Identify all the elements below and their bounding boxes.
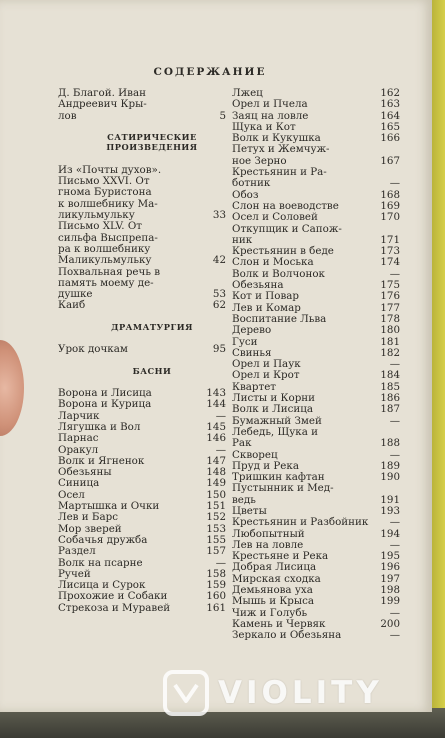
- toc-entry-page: 185: [380, 380, 400, 393]
- toc-entry-title: Крестьянин и Разбойник: [232, 516, 369, 529]
- toc-entry-page: 153: [206, 522, 226, 535]
- section-heading: БАСНИ: [132, 365, 172, 376]
- toc-entry-title: Откупщик и Сапож- ник: [232, 222, 342, 246]
- toc-entry-page: 196: [380, 561, 400, 574]
- toc-entry-page: 182: [380, 346, 400, 359]
- toc-entry-title: Волк и Ягненок: [58, 454, 145, 467]
- toc-entry-page: 62: [212, 299, 226, 312]
- toc-entry-page: 175: [380, 279, 400, 292]
- toc-entry-page: —: [389, 448, 400, 461]
- toc-entry-title: Стрекоза и Муравей: [58, 601, 171, 614]
- toc-entry-title: Ларчик: [58, 409, 100, 422]
- toc-entry-page: —: [389, 606, 400, 619]
- toc-entry: [58, 512, 226, 523]
- toc-entry-page: 177: [380, 301, 400, 314]
- toc-entry-page: 195: [380, 550, 400, 563]
- toc-entry-page: 160: [206, 590, 226, 603]
- toc-entry-title: Волк и Волчонок: [232, 267, 325, 280]
- toc-entry-title: Крестьяне и Река: [232, 550, 329, 563]
- toc-entry: [58, 344, 226, 355]
- toc-entry-page: 178: [380, 312, 400, 325]
- toc-entry-page: —: [215, 409, 226, 422]
- toc-entry-page: 171: [380, 233, 400, 246]
- toc-entry: [58, 546, 226, 557]
- toc-entry-title: Дерево: [232, 324, 272, 337]
- toc-entry-page: 42: [212, 254, 226, 267]
- section-heading: ДРАМАТУРГИЯ: [111, 321, 193, 332]
- watermark-text: VIOLITY: [218, 675, 383, 711]
- toc-entry-page: 181: [380, 335, 400, 348]
- toc-entry-page: 189: [380, 459, 400, 472]
- toc-entry-page: 149: [206, 477, 226, 490]
- toc-entry-title: Орел и Пчела: [232, 98, 308, 111]
- toc-entry-title: Чиж и Голубь: [232, 606, 308, 619]
- toc-entry-page: —: [389, 358, 400, 371]
- toc-entry: [58, 603, 226, 614]
- toc-entry-title: Синица: [58, 477, 100, 490]
- toc-entry-page: 143: [206, 387, 226, 400]
- toc-entry: [232, 427, 400, 450]
- toc-entry-page: 197: [380, 572, 400, 585]
- toc-entry-title: Петух и Жемчуж- ное Зерно: [232, 143, 330, 167]
- toc-entry-title: Демьянова уха: [232, 584, 313, 597]
- toc-entry-page: 162: [380, 87, 400, 99]
- toc-entry-page: 145: [206, 420, 226, 433]
- toc-entry-page: 188: [380, 437, 400, 450]
- toc-entry-title: Прохожие и Собаки: [58, 590, 168, 603]
- toc-entry-title: Волк на псарне: [58, 556, 143, 569]
- toc-entry-title: Кот и Повар: [232, 290, 299, 303]
- toc-entry-page: 176: [380, 290, 400, 303]
- toc-entry: [58, 591, 226, 602]
- toc-entry-title: Раздел: [58, 545, 96, 558]
- toc-entry: [232, 325, 400, 336]
- toc-entry-title: Лебедь, Щука и Рак: [232, 425, 318, 450]
- toc-entry-title: Лев и Барс: [58, 511, 118, 524]
- toc-entry-title: Слон на воеводстве: [232, 199, 339, 212]
- toc-entry: [232, 212, 400, 223]
- toc-entry-title: Мартышка и Очки: [58, 500, 160, 513]
- toc-entry-title: Орел и Крот: [232, 369, 300, 382]
- toc-entry-title: Лжец: [232, 87, 263, 99]
- toc-entry-page: 187: [380, 403, 400, 416]
- toc-entry-title: Квартет: [232, 380, 276, 393]
- toc-entry-page: 199: [380, 595, 400, 608]
- toc-entry-title: Свинья: [232, 346, 272, 359]
- toc-entry-page: 53: [212, 288, 226, 301]
- toc-entry-page: 148: [206, 466, 226, 479]
- toc-entry-page: 163: [380, 98, 400, 111]
- background-cover-edge: [431, 0, 445, 738]
- toc-entry-title: Любопытный: [232, 527, 305, 540]
- toc-entry-page: 167: [380, 154, 400, 167]
- toc-entry: [232, 483, 400, 506]
- toc-entry-title: Волк и Кукушка: [232, 132, 321, 145]
- toc-entry-title: Ручей: [58, 567, 91, 580]
- toc-entry-title: Крестьянин и Ра- ботник: [232, 166, 327, 190]
- toc-entry-title: Лягушка и Вол: [58, 420, 141, 433]
- toc-entry-title: Из «Почты духов». Письмо XXVI. От гнома Буристона к волшебнику Ма- ликульмульку: [58, 163, 162, 222]
- toc-entry-page: 152: [206, 511, 226, 524]
- toc-entry: [232, 224, 400, 247]
- toc-entry-page: —: [389, 414, 400, 427]
- toc-entry-title: Крестьянин в беде: [232, 245, 334, 258]
- toc-entry-title: Гуси: [232, 335, 258, 348]
- toc-column-right: [232, 88, 400, 642]
- toc-column-left: [58, 88, 226, 614]
- toc-entry-title: Собачья дружба: [58, 533, 148, 546]
- toc-entry-title: Д. Благой. Иван Андреевич Кры- лов: [58, 87, 147, 122]
- toc-entry-page: 184: [380, 369, 400, 382]
- toc-entry-title: Мор зверей: [58, 522, 122, 535]
- toc-entry-page: 5: [219, 109, 226, 122]
- toc-entry: [232, 144, 400, 167]
- toc-entry: [232, 291, 400, 302]
- toc-entry-title: Обоз: [232, 188, 259, 201]
- toc-entry-page: 155: [206, 533, 226, 546]
- toc-entry: [58, 267, 226, 301]
- toc-entry-title: Парнас: [58, 432, 99, 445]
- toc-entry-title: Волк и Лисица: [232, 403, 313, 416]
- toc-entry-page: —: [389, 629, 400, 642]
- toc-entry-title: Заяц на ловле: [232, 109, 309, 122]
- watermark: [162, 665, 432, 721]
- toc-entry: [58, 433, 226, 444]
- toc-entry-title: Ворона и Лисица: [58, 387, 152, 400]
- page-title: СОДЕРЖАНИЕ: [153, 66, 267, 78]
- toc-entry-title: Мышь и Крыса: [232, 595, 314, 608]
- toc-entry-page: 161: [206, 601, 226, 614]
- toc-entry-page: 173: [380, 245, 400, 258]
- toc-entry-page: —: [215, 443, 226, 456]
- toc-entry-title: Бумажный Змей: [232, 414, 322, 427]
- toc-entry-title: Листы и Корни: [232, 392, 316, 405]
- toc-entry-title: Скворец: [232, 448, 278, 461]
- toc-entry-title: Цветы: [232, 504, 267, 517]
- toc-entry-title: Пустынник и Мед- ведь: [232, 482, 334, 506]
- toc-entry-page: 174: [380, 256, 400, 269]
- toc-entry-title: Добрая Лисица: [232, 561, 317, 574]
- section-heading: САТИРИЧЕСКИЕ ПРОИЗВЕДЕНИЯ: [106, 131, 198, 153]
- toc-entry-title: Письмо XLV. От сильфа Выспрепа- ра к волшебнику Маликульмульку: [58, 220, 158, 267]
- toc-entry-page: 180: [380, 324, 400, 337]
- toc-entry-page: 95: [212, 343, 226, 356]
- toc-entry-title: Слон и Моська: [232, 256, 314, 269]
- toc-entry-page: —: [389, 267, 400, 280]
- toc-entry-title: Осел: [58, 488, 85, 501]
- toc-entry: [58, 165, 226, 221]
- toc-entry-title: Лисица и Сурок: [58, 579, 146, 592]
- toc-entry-title: Камень и Червяк: [232, 617, 326, 630]
- toc-entry: [232, 167, 400, 190]
- toc-entry: [232, 404, 400, 415]
- toc-entry-page: 190: [380, 471, 400, 484]
- toc-entry-page: 159: [206, 579, 226, 592]
- toc-entry-title: Ворона и Курица: [58, 398, 152, 411]
- toc-entry-page: 157: [206, 545, 226, 558]
- toc-entry-title: Лев на ловле: [232, 538, 304, 551]
- toc-entry-page: 147: [206, 454, 226, 467]
- toc-entry-page: 33: [212, 209, 226, 222]
- toc-entry-title: Тришкин кафтан: [232, 471, 325, 484]
- toc-entry-title: Обезьяны: [58, 466, 112, 479]
- toc-entry-title: Обезьяна: [232, 279, 284, 292]
- toc-entry-title: Мирская сходка: [232, 572, 321, 585]
- toc-entry-page: 168: [380, 188, 400, 201]
- toc-entry: [232, 517, 400, 528]
- toc-entry-page: 150: [206, 488, 226, 501]
- toc-entry-title: Орел и Паук: [232, 358, 301, 371]
- toc-entry-page: 169: [380, 199, 400, 212]
- toc-entry-page: 166: [380, 132, 400, 145]
- toc-entry-title: Оракул: [58, 443, 99, 456]
- toc-entry-page: 193: [380, 504, 400, 517]
- toc-entry-title: Осел и Соловей: [232, 211, 318, 224]
- toc-entry-title: Воспитание Льва: [232, 312, 327, 325]
- toc-entry: [58, 88, 226, 122]
- toc-entry-page: 146: [206, 432, 226, 445]
- toc-entry-page: —: [215, 556, 226, 569]
- toc-entry-page: 186: [380, 392, 400, 405]
- toc-entry-page: 194: [380, 527, 400, 540]
- toc-entry-page: 170: [380, 211, 400, 224]
- toc-entry-page: 164: [380, 109, 400, 122]
- toc-entry: [232, 596, 400, 607]
- toc-entry-page: 191: [380, 493, 400, 506]
- toc-entry-page: —: [389, 516, 400, 529]
- toc-entry-title: Урок дочкам: [58, 343, 128, 356]
- toc-entry: [58, 221, 226, 266]
- toc-entry-title: Пруд и Река: [232, 459, 299, 472]
- toc-entry: [232, 99, 400, 110]
- violity-logo-icon: [162, 669, 210, 717]
- toc-entry-title: Зеркало и Обезьяна: [232, 629, 342, 642]
- toc-entry: [232, 630, 400, 641]
- toc-entry-page: —: [389, 538, 400, 551]
- toc-entry-page: 158: [206, 567, 226, 580]
- toc-entry-page: 200: [380, 617, 400, 630]
- toc-entry-page: 151: [206, 500, 226, 513]
- toc-entry-page: 144: [206, 398, 226, 411]
- toc-entry-title: Лев и Комар: [232, 301, 301, 314]
- toc-entry-page: 165: [380, 120, 400, 133]
- toc-entry: [58, 300, 226, 311]
- toc-entry-title: Похвальная речь в память моему де- душке: [58, 265, 161, 301]
- toc-entry-title: Щука и Кот: [232, 120, 296, 133]
- toc-entry-title: Каиб: [58, 299, 86, 312]
- toc-entry-page: —: [389, 177, 400, 190]
- toc-entry-page: 198: [380, 584, 400, 597]
- toc-entry: [58, 399, 226, 410]
